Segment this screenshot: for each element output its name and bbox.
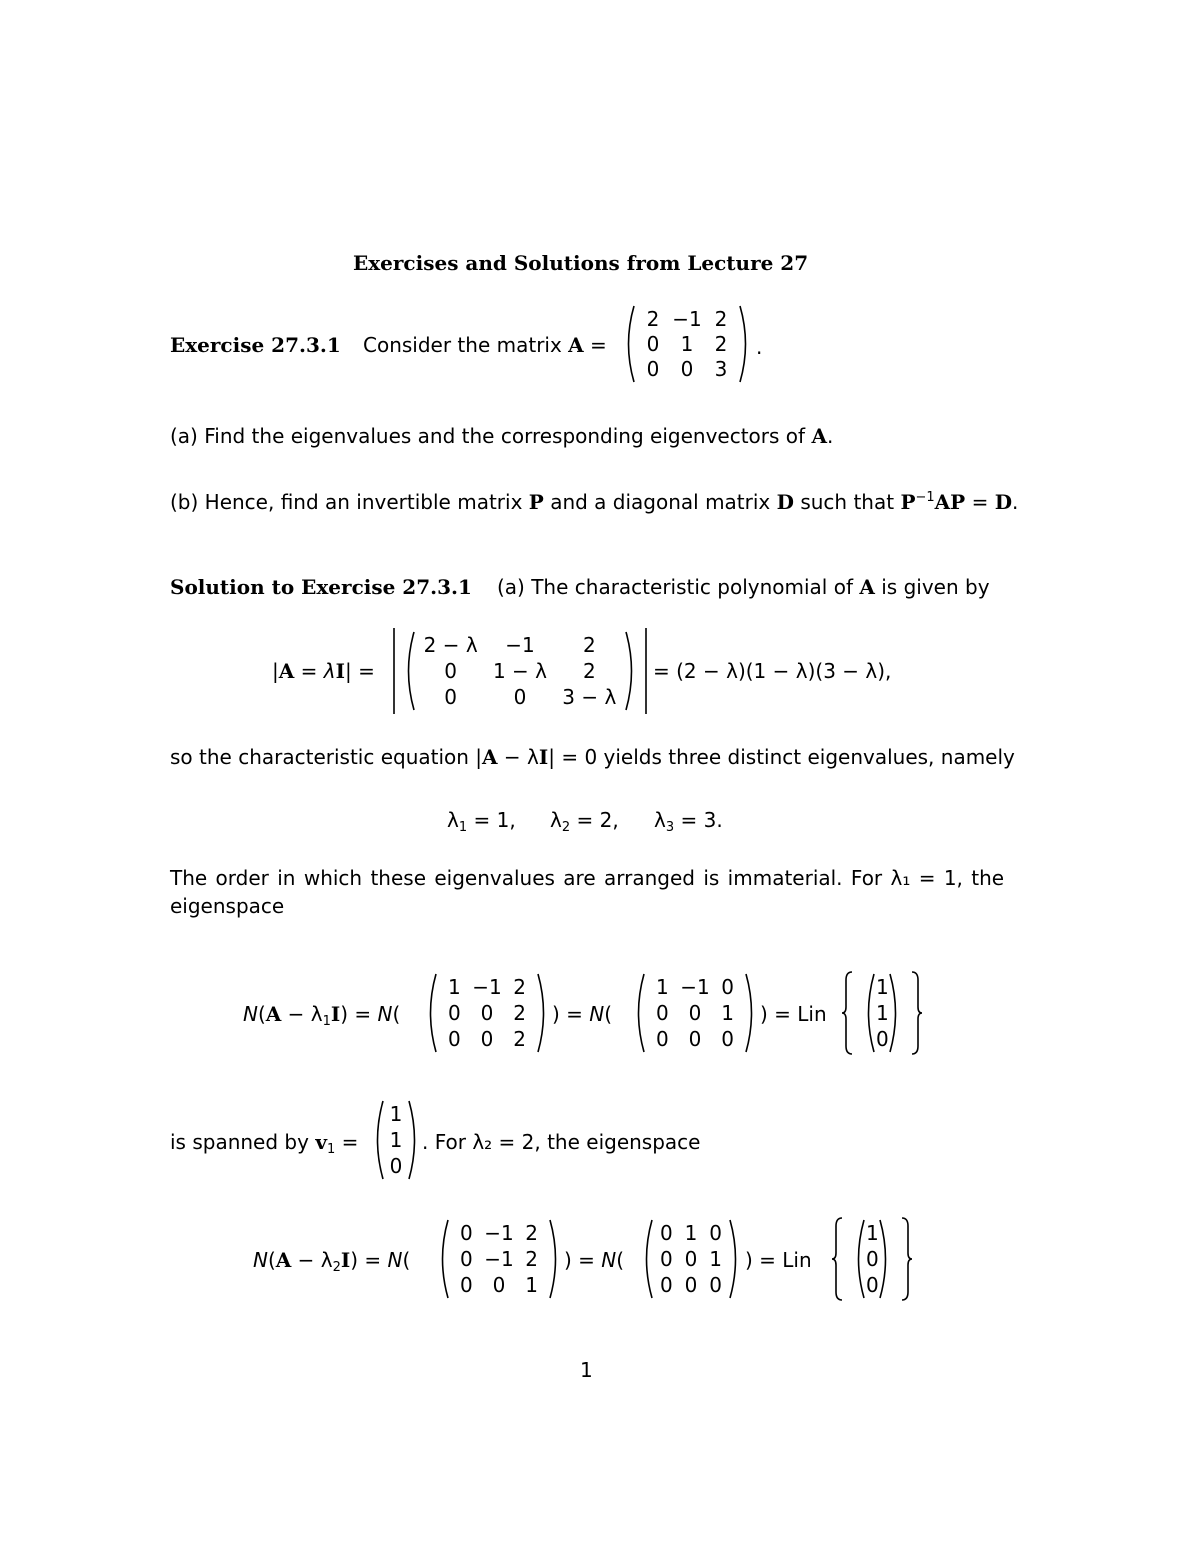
matrix-cell: 1 bbox=[525, 1273, 539, 1297]
matrix-cell: 1 bbox=[680, 332, 694, 356]
matrix-cell: 0 bbox=[447, 1027, 461, 1051]
matrix-cell: 2 bbox=[525, 1247, 539, 1271]
matrix-cell: −1 bbox=[484, 1247, 514, 1271]
matrix-cell: 2 bbox=[582, 633, 596, 657]
matrix-cell: 0 bbox=[659, 1247, 673, 1271]
n2-span-vector bbox=[830, 1216, 914, 1302]
n2-matrix-2 bbox=[640, 1216, 742, 1302]
paren-left bbox=[869, 974, 875, 1052]
matrix-cell: 1 bbox=[876, 975, 889, 999]
matrix-cell: −1 bbox=[672, 306, 702, 331]
matrix-cell: 0 bbox=[480, 1027, 494, 1051]
matrix-cell: 0 bbox=[389, 1154, 403, 1178]
n1-matrix-1 bbox=[424, 970, 550, 1056]
n1-lhs: $N(A - \lambda_1I) = N$( bbox=[243, 1002, 401, 1029]
matrix-cell: 0 bbox=[655, 1001, 669, 1025]
matrix-cell: 0 bbox=[646, 332, 660, 356]
eigenvalue-1: $\lambda_1 = 1$, bbox=[447, 808, 516, 835]
paren-right bbox=[409, 1101, 415, 1179]
matrix-cell: 1 bbox=[866, 1221, 879, 1245]
paren-right bbox=[550, 1220, 556, 1298]
page-number: 1 bbox=[580, 1358, 593, 1382]
matrix-cell: 2 bbox=[714, 332, 728, 356]
n1-lin: ) = Lin bbox=[760, 1002, 827, 1026]
matrix-cell: 2 − λ bbox=[423, 633, 478, 657]
matrix-cell: 2 bbox=[513, 1001, 527, 1025]
matrix-cell: 0 bbox=[721, 1027, 735, 1051]
paren-right bbox=[740, 306, 746, 382]
paren-right bbox=[730, 1220, 736, 1298]
paren-left bbox=[639, 974, 645, 1052]
matrix-cell: 1 bbox=[709, 1247, 723, 1271]
exercise-label: Exercise 27.3.1 bbox=[170, 333, 341, 357]
matrix-A bbox=[622, 302, 752, 386]
matrix-cell: 2 bbox=[525, 1221, 539, 1245]
paren-left bbox=[431, 974, 437, 1052]
brace-left bbox=[842, 972, 852, 1054]
matrix-cell: 2 bbox=[646, 306, 660, 331]
matrix-cell: 0 bbox=[659, 1221, 673, 1245]
matrix-cell: 3 bbox=[714, 357, 728, 382]
n2-lin: ) = Lin bbox=[745, 1248, 812, 1272]
matrix-cell: 0 bbox=[684, 1247, 698, 1271]
solution-label: Solution to Exercise 27.3.1 bbox=[170, 575, 472, 599]
v1-vector bbox=[371, 1097, 421, 1183]
n2-lhs: $N(A - \lambda_2I) = N$( bbox=[253, 1248, 411, 1275]
brace-right bbox=[912, 972, 922, 1054]
paren-left bbox=[647, 1220, 653, 1298]
matrix-cell: 1 bbox=[876, 1001, 889, 1025]
spanned-text: is spanned by $v_1$ = bbox=[170, 1130, 359, 1157]
matrix-cell: 2 bbox=[582, 659, 596, 683]
page-title: Exercises and Solutions from Lecture 27 bbox=[353, 251, 809, 275]
char-determinant bbox=[392, 626, 648, 716]
exercise-intro: Consider the matrix A = bbox=[363, 333, 607, 357]
matrix-cell: 1 bbox=[389, 1102, 403, 1126]
matrix-cell: 1 bbox=[447, 975, 461, 999]
matrix-cell: 0 bbox=[459, 1247, 473, 1271]
matrix-cell: 0 bbox=[655, 1027, 669, 1051]
paren-left bbox=[378, 1101, 384, 1179]
matrix-cell: 1 − λ bbox=[492, 659, 548, 683]
char-lhs: |A = λI| = bbox=[272, 659, 375, 683]
n2-matrix-1 bbox=[436, 1216, 562, 1302]
matrix-cell: 0 bbox=[709, 1273, 723, 1297]
spanned-post: . For λ₂ = 2, the eigenspace bbox=[422, 1130, 701, 1154]
n1-matrix-2 bbox=[632, 970, 758, 1056]
matrix-cell: 0 bbox=[876, 1027, 889, 1051]
matrix-cell: 0 bbox=[721, 975, 735, 999]
paren-left bbox=[629, 306, 635, 382]
matrix-cell: 0 bbox=[646, 357, 660, 382]
matrix-cell: 0 bbox=[459, 1273, 473, 1297]
matrix-cell: 0 bbox=[659, 1273, 673, 1297]
matrix-cell: 0 bbox=[444, 685, 458, 709]
matrix-cell: 1 bbox=[684, 1221, 698, 1245]
matrix-cell: 2 bbox=[513, 1027, 527, 1051]
paren-right bbox=[890, 974, 896, 1052]
n2-mid: ) = N( bbox=[564, 1248, 625, 1272]
matrix-cell: 0 bbox=[513, 685, 527, 709]
paren-right bbox=[746, 974, 752, 1052]
order-line-2: eigenspace bbox=[170, 894, 285, 918]
brace-left bbox=[832, 1218, 842, 1300]
char-equation-text: so the characteristic equation |A − λI| = 0 yields three distinct eigenvalues, namely bbox=[170, 745, 1015, 769]
part-a: (a) Find the eigenvalues and the corresponding eigenvectors of A. bbox=[170, 424, 834, 448]
exercise-period: . bbox=[756, 335, 763, 359]
matrix-cell: −1 bbox=[484, 1221, 514, 1245]
paren-right bbox=[538, 974, 544, 1052]
matrix-cell: 3 − λ bbox=[562, 685, 617, 709]
paren-left bbox=[409, 632, 415, 710]
matrix-cell: 0 bbox=[684, 1273, 698, 1297]
matrix-cell: 0 bbox=[447, 1001, 461, 1025]
eigenvalue-3: $\lambda_3 = 3$. bbox=[654, 808, 723, 835]
solution-intro: (a) The characteristic polynomial of A is given by bbox=[497, 575, 990, 599]
eigenvalue-2: $\lambda_2 = 2$, bbox=[550, 808, 619, 835]
n1-mid: ) = N( bbox=[552, 1002, 613, 1026]
matrix-cell: 0 bbox=[709, 1221, 723, 1245]
matrix-cell: 0 bbox=[444, 659, 458, 683]
matrix-cell: 0 bbox=[866, 1247, 879, 1271]
n1-span-vector bbox=[840, 970, 924, 1056]
matrix-cell: 1 bbox=[655, 975, 669, 999]
matrix-cell: 0 bbox=[680, 357, 694, 382]
paren-left bbox=[859, 1220, 865, 1298]
matrix-cell: −1 bbox=[680, 975, 710, 999]
order-line-1: The order in which these eigenvalues are arranged is immaterial. For λ₁ = 1, the bbox=[170, 866, 1005, 890]
paren-left bbox=[443, 1220, 449, 1298]
matrix-cell: −1 bbox=[505, 633, 535, 657]
char-result: = (2 − λ)(1 − λ)(3 − λ), bbox=[653, 659, 892, 683]
matrix-cell: 2 bbox=[513, 975, 527, 999]
paren-right bbox=[626, 632, 632, 710]
part-b: (b) Hence, find an invertible matrix P and a diagonal matrix D such that $P^{-1}AP = D$. bbox=[170, 490, 1019, 514]
paren-right bbox=[880, 1220, 886, 1298]
matrix-cell: 1 bbox=[389, 1128, 403, 1152]
matrix-cell: −1 bbox=[472, 975, 502, 999]
matrix-cell: 0 bbox=[866, 1273, 879, 1297]
matrix-cell: 0 bbox=[459, 1221, 473, 1245]
matrix-cell: 2 bbox=[714, 306, 728, 331]
matrix-cell: 1 bbox=[721, 1001, 735, 1025]
brace-right bbox=[902, 1218, 912, 1300]
matrix-cell: 0 bbox=[492, 1273, 506, 1297]
matrix-cell: 0 bbox=[480, 1001, 494, 1025]
matrix-cell: 0 bbox=[688, 1001, 702, 1025]
matrix-cell: 0 bbox=[688, 1027, 702, 1051]
